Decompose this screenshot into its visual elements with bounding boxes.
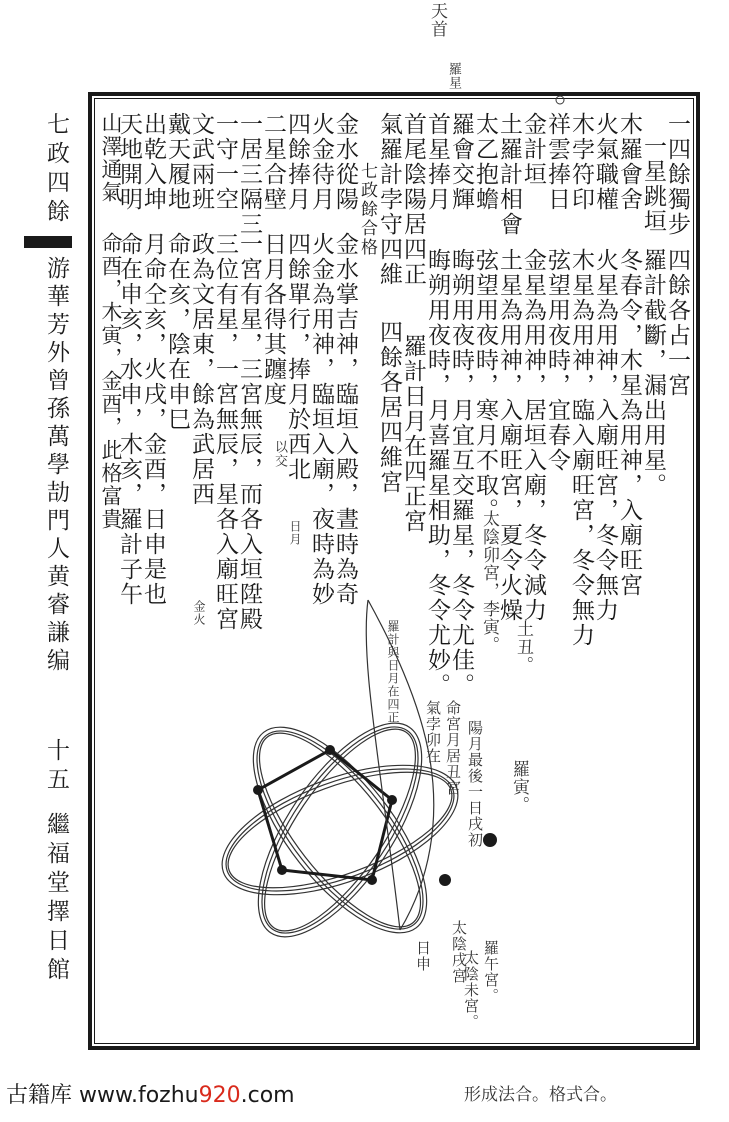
text-column: 土羅計相會 <box>496 112 522 237</box>
handwritten-note: 天首 <box>427 2 447 38</box>
handwritten-note: 日申 <box>414 940 432 972</box>
text-column: 氣羅計孛守四維 <box>376 112 402 287</box>
text-column: 火金待月 <box>308 112 334 212</box>
text-column: 金水從陽 <box>332 112 358 212</box>
handwritten-note-bottom: 形成法合。格式合。 <box>464 1085 617 1105</box>
text-column: 天地開明 <box>116 112 142 212</box>
watermark-url-suffix: .com <box>240 1083 295 1108</box>
handwritten-note: 以交 <box>272 440 287 468</box>
text-column: 土星為用神，入廟旺宮，夏令火燥 <box>496 248 522 623</box>
text-column: 三位有星，一宮無辰，星各入廟旺宮 <box>212 232 238 632</box>
text-column: 一宮有星，三宮無辰，而各入垣陞殿 <box>236 232 262 632</box>
text-column: 政為文居東，餘為武居西 <box>188 232 214 507</box>
text-column: 祥雲捧日 <box>544 112 570 212</box>
handwritten-note: 太陰卯宮，李寅。 <box>479 510 499 654</box>
handwritten-note: 羅星 <box>446 62 461 90</box>
handwritten-note: 太陰戌宮 <box>450 920 468 984</box>
text-column: 戴天履地 <box>164 112 190 212</box>
text-column: 四餘各占一宮 <box>664 248 690 398</box>
text-column: 羅計截斷，漏出用星。 <box>640 248 666 498</box>
handwritten-note: 陽月最後一日戌初 <box>466 720 484 848</box>
text-column: 冬春令，木星為用神，入廟旺宮 <box>616 248 642 598</box>
text-column: 一星跳垣 <box>640 134 666 234</box>
handwritten-note: 太陰未宮。 <box>462 950 480 1030</box>
text-column: 山澤通氣 <box>99 112 123 204</box>
handwritten-note: 氣孛卯在 <box>424 700 442 764</box>
text-column: 羅會交輝 <box>448 112 474 212</box>
handwritten-note: 羅計與日月在四正 <box>386 620 400 724</box>
handwritten-note: 土丑。 <box>513 620 533 674</box>
text-column: 一四餘獨步 <box>664 112 690 237</box>
watermark-site-name: 古籍库 <box>6 1083 73 1108</box>
text-column: 晦朔用夜時，月宜互交羅星，冬令尤佳。 <box>448 248 474 698</box>
text-column: 文武兩班 <box>188 112 214 212</box>
text-column: 四餘單行，捧月於西北 <box>284 232 310 482</box>
text-column: 羅計日月在四正宮 <box>400 334 426 534</box>
text-column: 金計垣 <box>520 112 546 187</box>
text-column: 一居三隔三 <box>236 112 262 237</box>
text-column: 火星為用神，入廟旺宮，冬令無力 <box>592 248 618 623</box>
text-column: 首星捧月 <box>424 112 450 212</box>
text-column: 弦望用夜時，宜春令 <box>544 248 570 473</box>
text-column: 木星為用神，臨入廟旺宮，冬令無力 <box>568 248 594 648</box>
text-column: 木羅會舍 <box>616 112 642 212</box>
margin-page-number: 十五 <box>43 738 69 796</box>
text-column: 弦望用夜時，寒月不取。 <box>472 248 498 523</box>
text-column: 出乾入坤 <box>140 112 166 212</box>
text-column: 四餘捧月 <box>284 112 310 212</box>
handwritten-note: 金火 <box>192 600 206 626</box>
margin-publisher: 繼福堂擇日館 <box>43 812 69 986</box>
text-column: 一守一空 <box>212 112 238 212</box>
text-column: 金水掌吉神，臨垣入殿，晝時為奇 <box>332 232 358 607</box>
text-column: 月命仝亥，火戌，金酉，日申是也 <box>140 232 166 607</box>
watermark-url-highlight: 920 <box>198 1083 241 1108</box>
margin-author-line: 游華芳外曾孫萬學劼門人黄睿謙编 <box>43 256 69 676</box>
text-column: 火氣職權 <box>592 112 618 212</box>
handwritten-note: 羅寅。 <box>509 760 529 814</box>
text-column: 命在申亥，水申，木亥，羅計子午 <box>116 232 142 607</box>
text-column: 晦朔用夜時，月喜羅星相助，冬令尤妙。 <box>424 248 450 698</box>
text-column: 金星為用神，居垣入廟，冬令減力 <box>520 248 546 623</box>
text-column: 日月各得其躔度 <box>260 232 286 407</box>
watermark-url-prefix: www.fozhu <box>79 1083 199 1108</box>
text-column: 火金為用神，臨垣入廟，夜時為妙 <box>308 232 334 607</box>
text-column: 命酉，木寅，金酉，此格富貴 <box>99 232 123 531</box>
site-watermark <box>6 1078 295 1109</box>
text-column: 四餘各居四維宮 <box>376 320 402 495</box>
margin-title: 七政四餘 <box>43 112 69 228</box>
text-column: 木孛符印 <box>568 112 594 212</box>
handwritten-note: 命宮月居丑宮 <box>444 700 462 796</box>
section-heading: 七政餘合格 <box>357 162 377 257</box>
handwritten-note: 日月 <box>288 520 302 546</box>
handwritten-note: 羅午宮。 <box>482 940 500 1004</box>
text-column: 命在亥，陰在申巳 <box>164 232 190 432</box>
text-column: 太乙抱蟾 <box>472 112 498 212</box>
text-column: 二星合壁 <box>260 112 286 212</box>
text-column: 首尾陰陽居四正 <box>400 112 426 287</box>
